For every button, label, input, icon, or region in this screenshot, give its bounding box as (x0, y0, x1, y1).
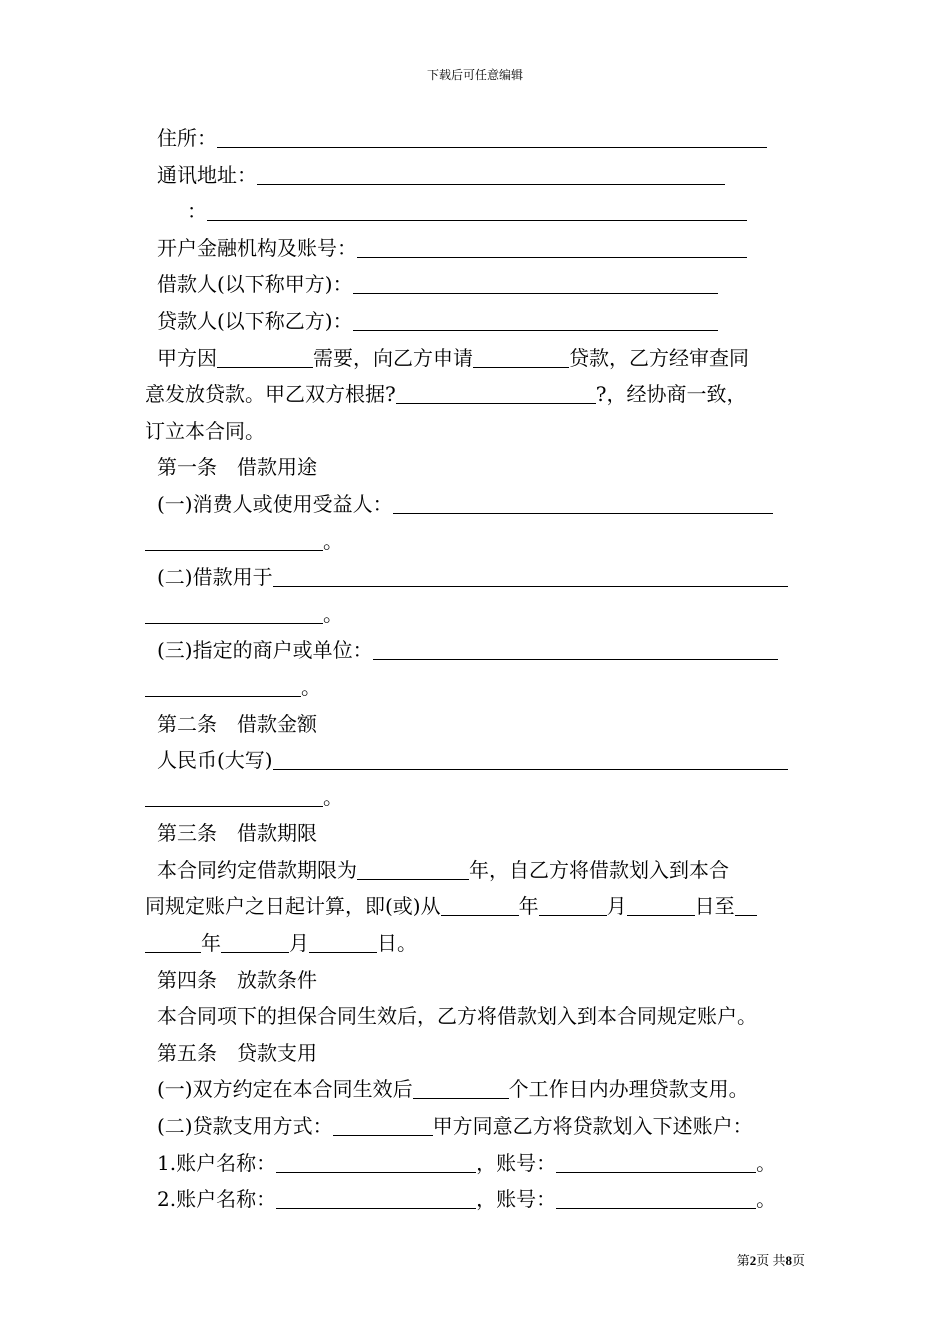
merchant-blank-cont[interactable] (145, 695, 301, 697)
lender-label: 贷款人(以下称乙方)： (157, 308, 353, 333)
account-1-number-label: ，账号： (476, 1150, 557, 1175)
article-2-title: 第二条 借款金额 (157, 711, 317, 736)
article-1-item-1-cont (145, 523, 815, 560)
address-label: 通讯地址： (157, 162, 257, 187)
lender-blank[interactable] (353, 329, 718, 331)
account-2-name-label: 2.账户名称： (157, 1187, 277, 1212)
article-4-title: 第四条 放款条件 (157, 967, 317, 992)
term-text-b: 年，自乙方将借款划入到本合 (469, 857, 729, 882)
amount-blank[interactable] (273, 768, 788, 770)
start-year-blank[interactable] (441, 914, 519, 916)
drawdown-method-blank[interactable] (333, 1134, 433, 1136)
account-1-name-blank[interactable] (276, 1171, 476, 1173)
condition-line: 本合同项下的担保合同生效后，乙方将借款划入到本合同规定账户。 (157, 1004, 757, 1029)
period: 。 (323, 528, 343, 553)
article-1-item-1 (145, 486, 815, 523)
end-day-blank[interactable] (309, 951, 377, 953)
lender-line (145, 303, 815, 340)
period: 。 (756, 1150, 777, 1175)
drawdown-line-1 (145, 1071, 815, 1108)
end-year-blank-cont[interactable] (145, 951, 201, 953)
article-1-title: 第一条 借款用途 (157, 455, 317, 480)
account-2-number-label: ，账号： (476, 1187, 557, 1212)
article-1-item-3-cont (145, 669, 815, 706)
address-blank[interactable] (257, 183, 725, 185)
term-line-2 (145, 888, 815, 925)
page-number: 2 (749, 1253, 757, 1268)
article-5-title: 第五条 贷款支用 (157, 1040, 317, 1065)
borrower-blank[interactable] (353, 292, 718, 294)
loan-use-label: (二)借款用于 (157, 565, 273, 590)
loan-type-blank[interactable] (473, 366, 569, 368)
contract-body (145, 120, 815, 1218)
term-text-a: 本合同约定借款期限为 (157, 857, 357, 882)
footer-pre: 第 (736, 1253, 750, 1268)
borrower-label: 借款人(以下称甲方)： (157, 272, 353, 297)
beneficiary-blank-cont[interactable] (145, 549, 323, 551)
bank-line (145, 230, 815, 267)
drawdown-text-a: (一)双方约定在本合同生效后 (157, 1077, 413, 1102)
loan-use-blank-cont[interactable] (145, 622, 323, 624)
year-label: 年 (518, 894, 539, 919)
unnamed-field-label: ： (187, 199, 207, 224)
unnamed-field-blank[interactable] (207, 219, 747, 221)
drawdown-method-label: (二)贷款支用方式： (157, 1114, 333, 1139)
drawdown-text-c: 甲方同意乙方将贷款划入下述账户： (432, 1114, 753, 1139)
year-label: 年 (201, 931, 221, 956)
preamble-text-d: 意发放贷款。甲乙双方根据? (145, 382, 396, 407)
account-1-name-label: 1.账户名称： (157, 1150, 277, 1175)
bank-blank[interactable] (357, 256, 747, 258)
beneficiary-blank[interactable] (393, 512, 773, 514)
residence-line (145, 120, 815, 157)
preamble-text-e: ?，经协商一致， (595, 382, 747, 407)
term-line-3 (145, 925, 815, 962)
day-label: 日。 (377, 931, 417, 956)
footer-post: 页 (791, 1253, 805, 1268)
end-year-blank[interactable] (735, 914, 757, 916)
term-years-blank[interactable] (357, 878, 469, 880)
month-label: 月 (606, 894, 627, 919)
merchant-label: (三)指定的商户或单位： (157, 638, 373, 663)
amount-blank-cont[interactable] (145, 805, 323, 807)
workdays-blank[interactable] (413, 1097, 509, 1099)
basis-blank[interactable] (396, 402, 596, 404)
page-total: 8 (785, 1253, 792, 1268)
article-1-item-2-cont (145, 596, 815, 633)
account-2-name-blank[interactable] (276, 1207, 476, 1209)
footer-mid: 页 共 (756, 1253, 786, 1268)
residence-label: 住所： (157, 126, 217, 150)
loan-use-blank[interactable] (273, 585, 788, 587)
preamble-line-2 (145, 376, 815, 413)
article-1-item-2 (145, 559, 815, 596)
period: 。 (323, 784, 343, 809)
borrower-line (145, 266, 815, 303)
month-label: 月 (289, 931, 309, 956)
end-month-blank[interactable] (221, 951, 289, 953)
page-footer (737, 1250, 805, 1269)
period: 。 (301, 674, 321, 699)
term-text-c: 同规定账户之日起计算，即(或)从 (145, 894, 441, 919)
preamble-line-1 (145, 340, 815, 377)
period: 。 (323, 601, 343, 626)
account-2-line (145, 1181, 815, 1218)
account-2-number-blank[interactable] (556, 1207, 756, 1209)
drawdown-text-b: 个工作日内办理贷款支用。 (508, 1077, 749, 1102)
preamble-text-a: 甲方因 (157, 345, 217, 370)
period: 。 (756, 1187, 777, 1212)
unnamed-field-line (145, 193, 815, 230)
drawdown-line-2 (145, 1108, 815, 1145)
address-line (145, 157, 815, 194)
preamble-text-b: 需要，向乙方申请 (313, 345, 473, 370)
purpose-blank[interactable] (217, 366, 313, 368)
amount-line (145, 742, 815, 779)
account-1-line (145, 1145, 815, 1182)
start-day-blank[interactable] (627, 914, 695, 916)
preamble-line-3: 订立本合同。 (145, 418, 265, 443)
page-header: 下载后可任意编辑 (426, 68, 523, 82)
amount-line-cont (145, 779, 815, 816)
residence-blank[interactable] (217, 146, 767, 148)
account-1-number-blank[interactable] (556, 1171, 756, 1173)
beneficiary-label: (一)消费人或使用受益人： (157, 491, 393, 516)
merchant-blank[interactable] (373, 658, 778, 660)
amount-label: 人民币(大写) (157, 748, 273, 773)
start-month-blank[interactable] (539, 914, 607, 916)
day-to-label: 日至 (694, 894, 735, 919)
article-3-title: 第三条 借款期限 (157, 821, 317, 846)
article-1-item-3 (145, 632, 815, 669)
term-line-1 (145, 852, 815, 889)
bank-label: 开户金融机构及账号： (157, 235, 357, 260)
preamble-text-c: 贷款，乙方经审查同 (569, 345, 749, 370)
